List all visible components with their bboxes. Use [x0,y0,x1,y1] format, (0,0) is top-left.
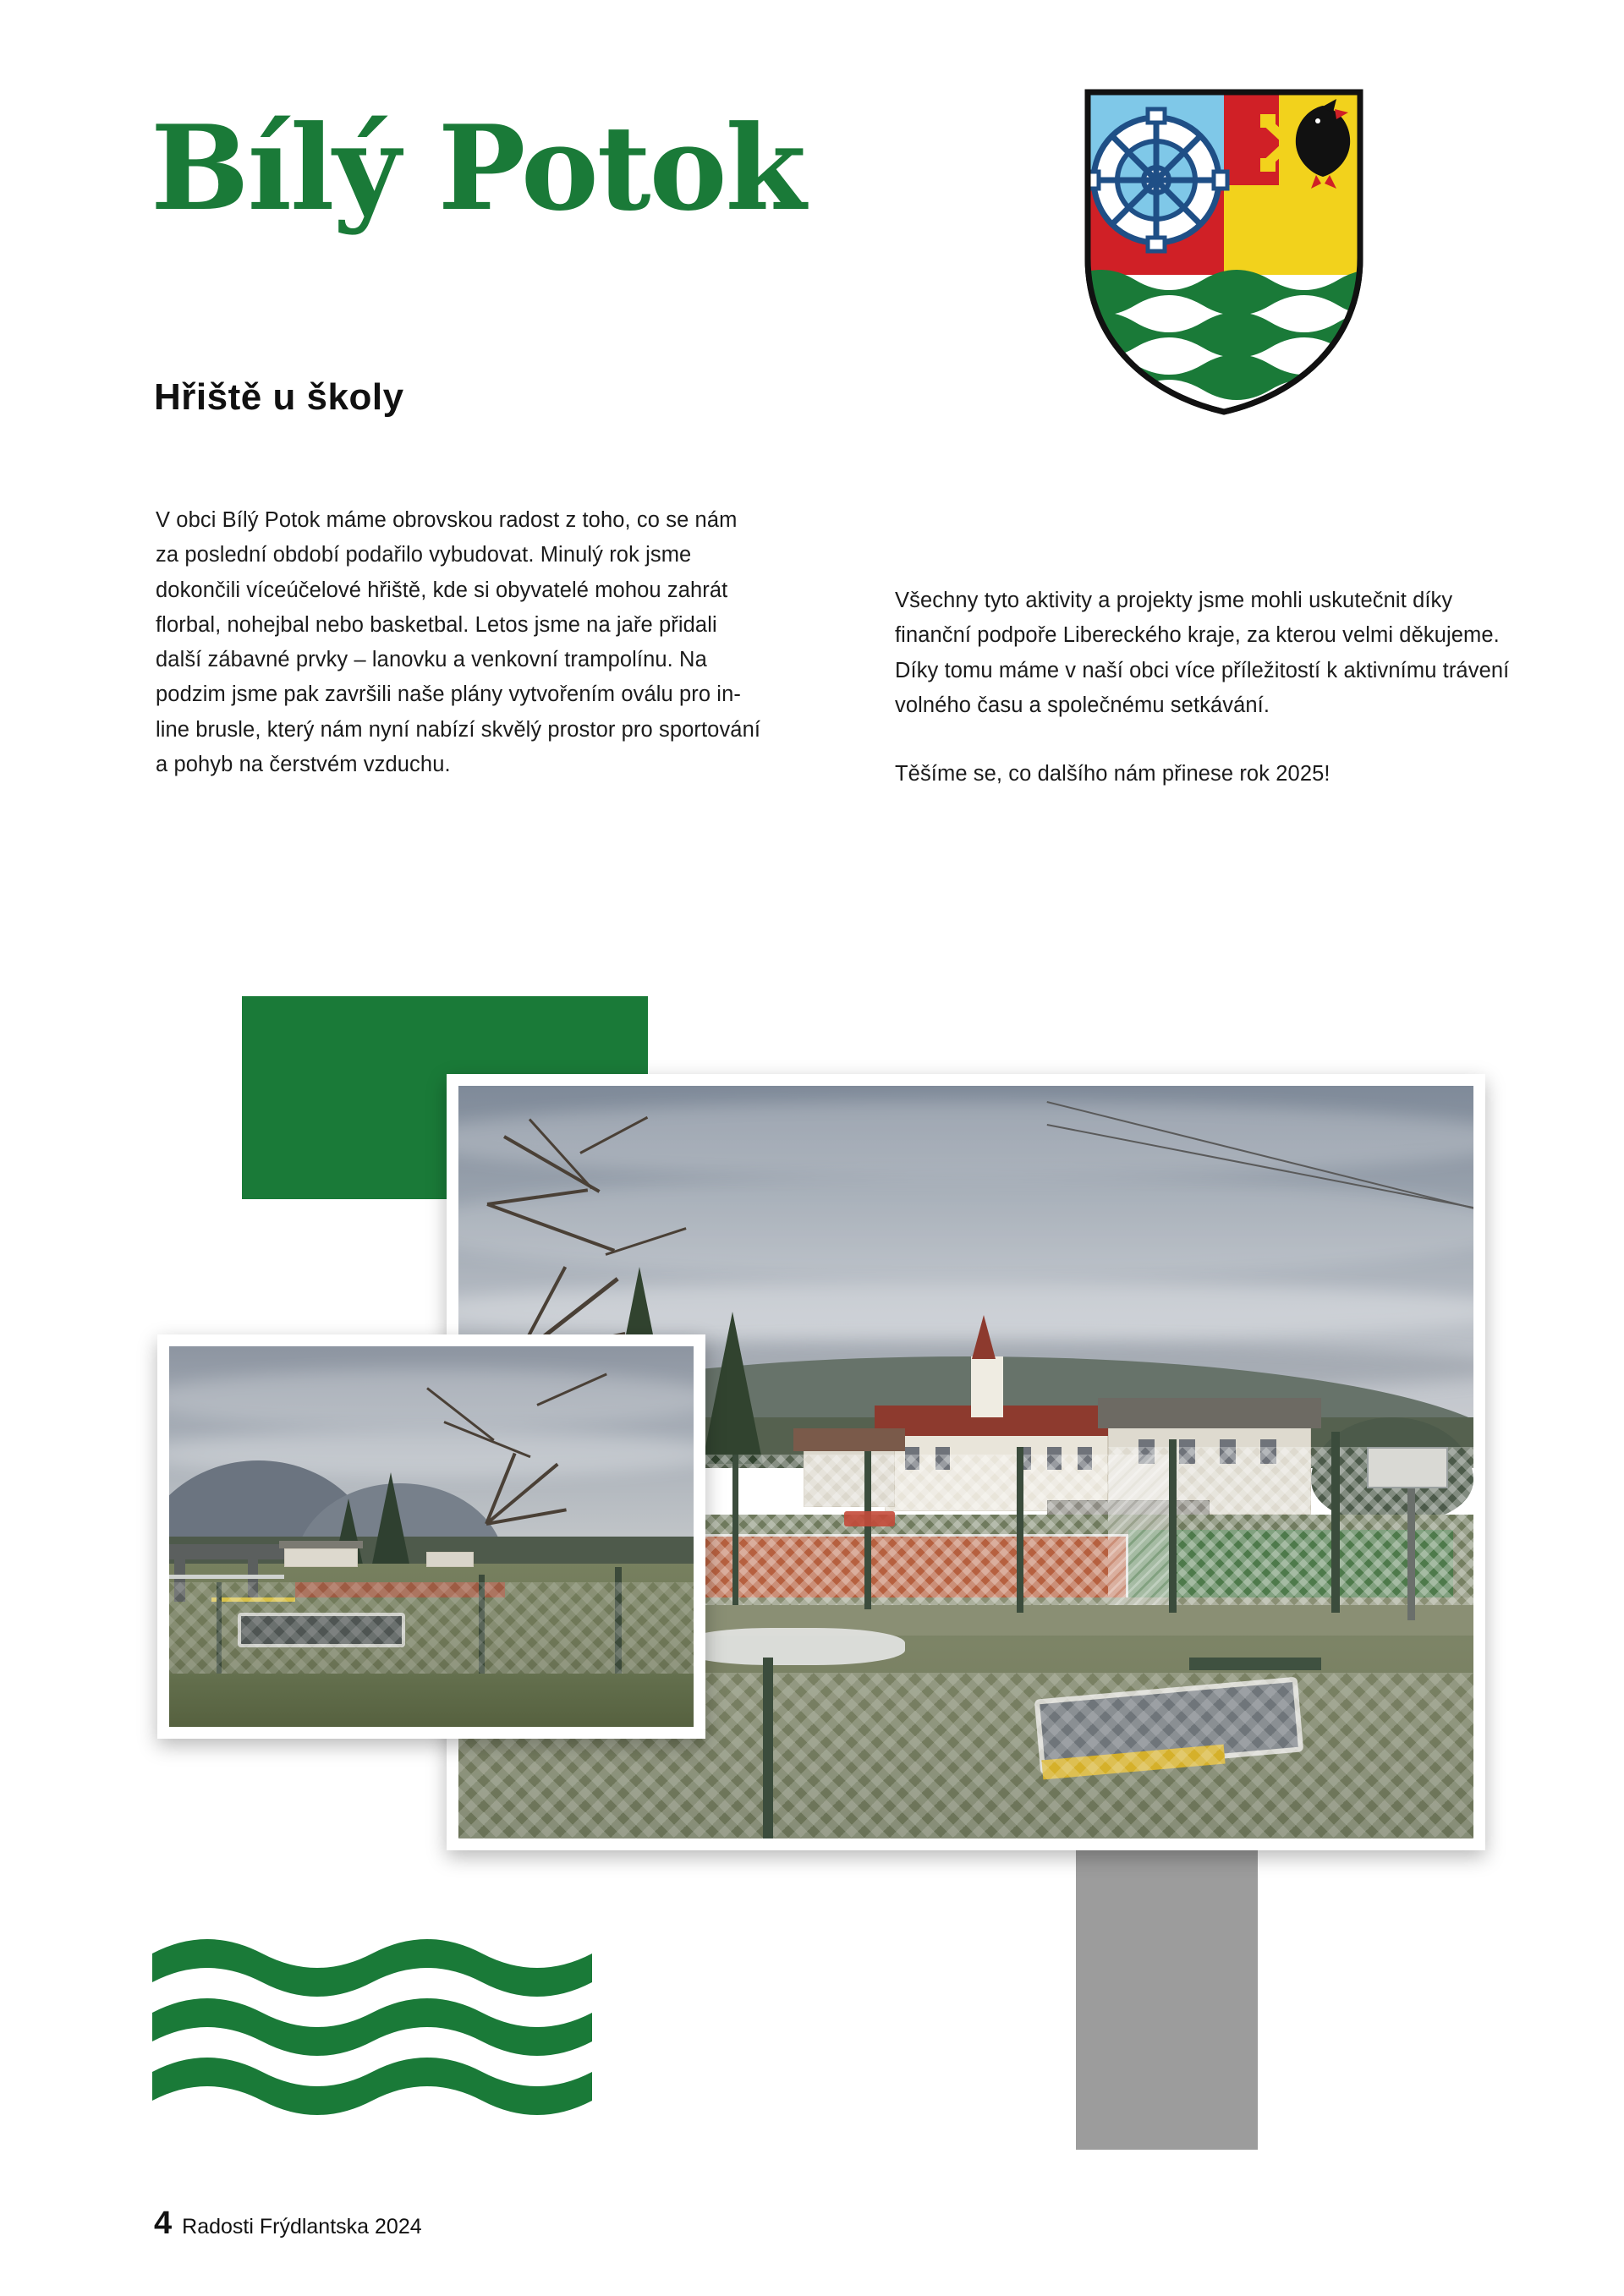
decorative-waves [152,1928,592,2123]
body-text-right [895,584,1521,792]
photo-trampoline-area [157,1334,705,1739]
photo-trampoline-area-image [169,1346,694,1727]
paragraph: Těšíme se, co dalšího nám přinese rok 2025! [895,762,1330,786]
page-title: Bílý Potok [151,99,805,237]
footer [154,2206,422,2242]
footer-publication: Radosti Frýdlantska 2024 [182,2215,422,2238]
coat-of-arms-icon [1076,80,1372,419]
decorative-grey-block [1076,1845,1258,2150]
body-text-left [156,503,765,782]
section-heading: Hřiště u školy [154,376,404,418]
paragraph: V obci Bílý Potok máme obrovskou radost z toho, co se nám za poslední období podařilo vybudovat. Minulý rok jsme dokončili víceúčelové hřiště, kde si obyvatelé mohou zahrát florbal, nohejbal nebo basketbal. Letos jsme na jaře přidali další zábavné prvky – lanovku a venkovní trampolínu. Na podzim jsme pak završili naše plány vytvořením oválu pro in-line brusle, který nám nyní nabízí skvělý prostor pro sportování a pohyb na čerstvém vzduchu. [156,508,761,777]
paragraph: Všechny tyto aktivity a projekty jsme mohli uskutečnit díky finanční podpoře Libereckého kraje, za kterou velmi děkujeme. Díky tomu máme v naší obci více příležitostí k aktivnímu trávení volného času a společnému setkávání. [895,589,1510,717]
page-number: 4 [154,2206,173,2241]
